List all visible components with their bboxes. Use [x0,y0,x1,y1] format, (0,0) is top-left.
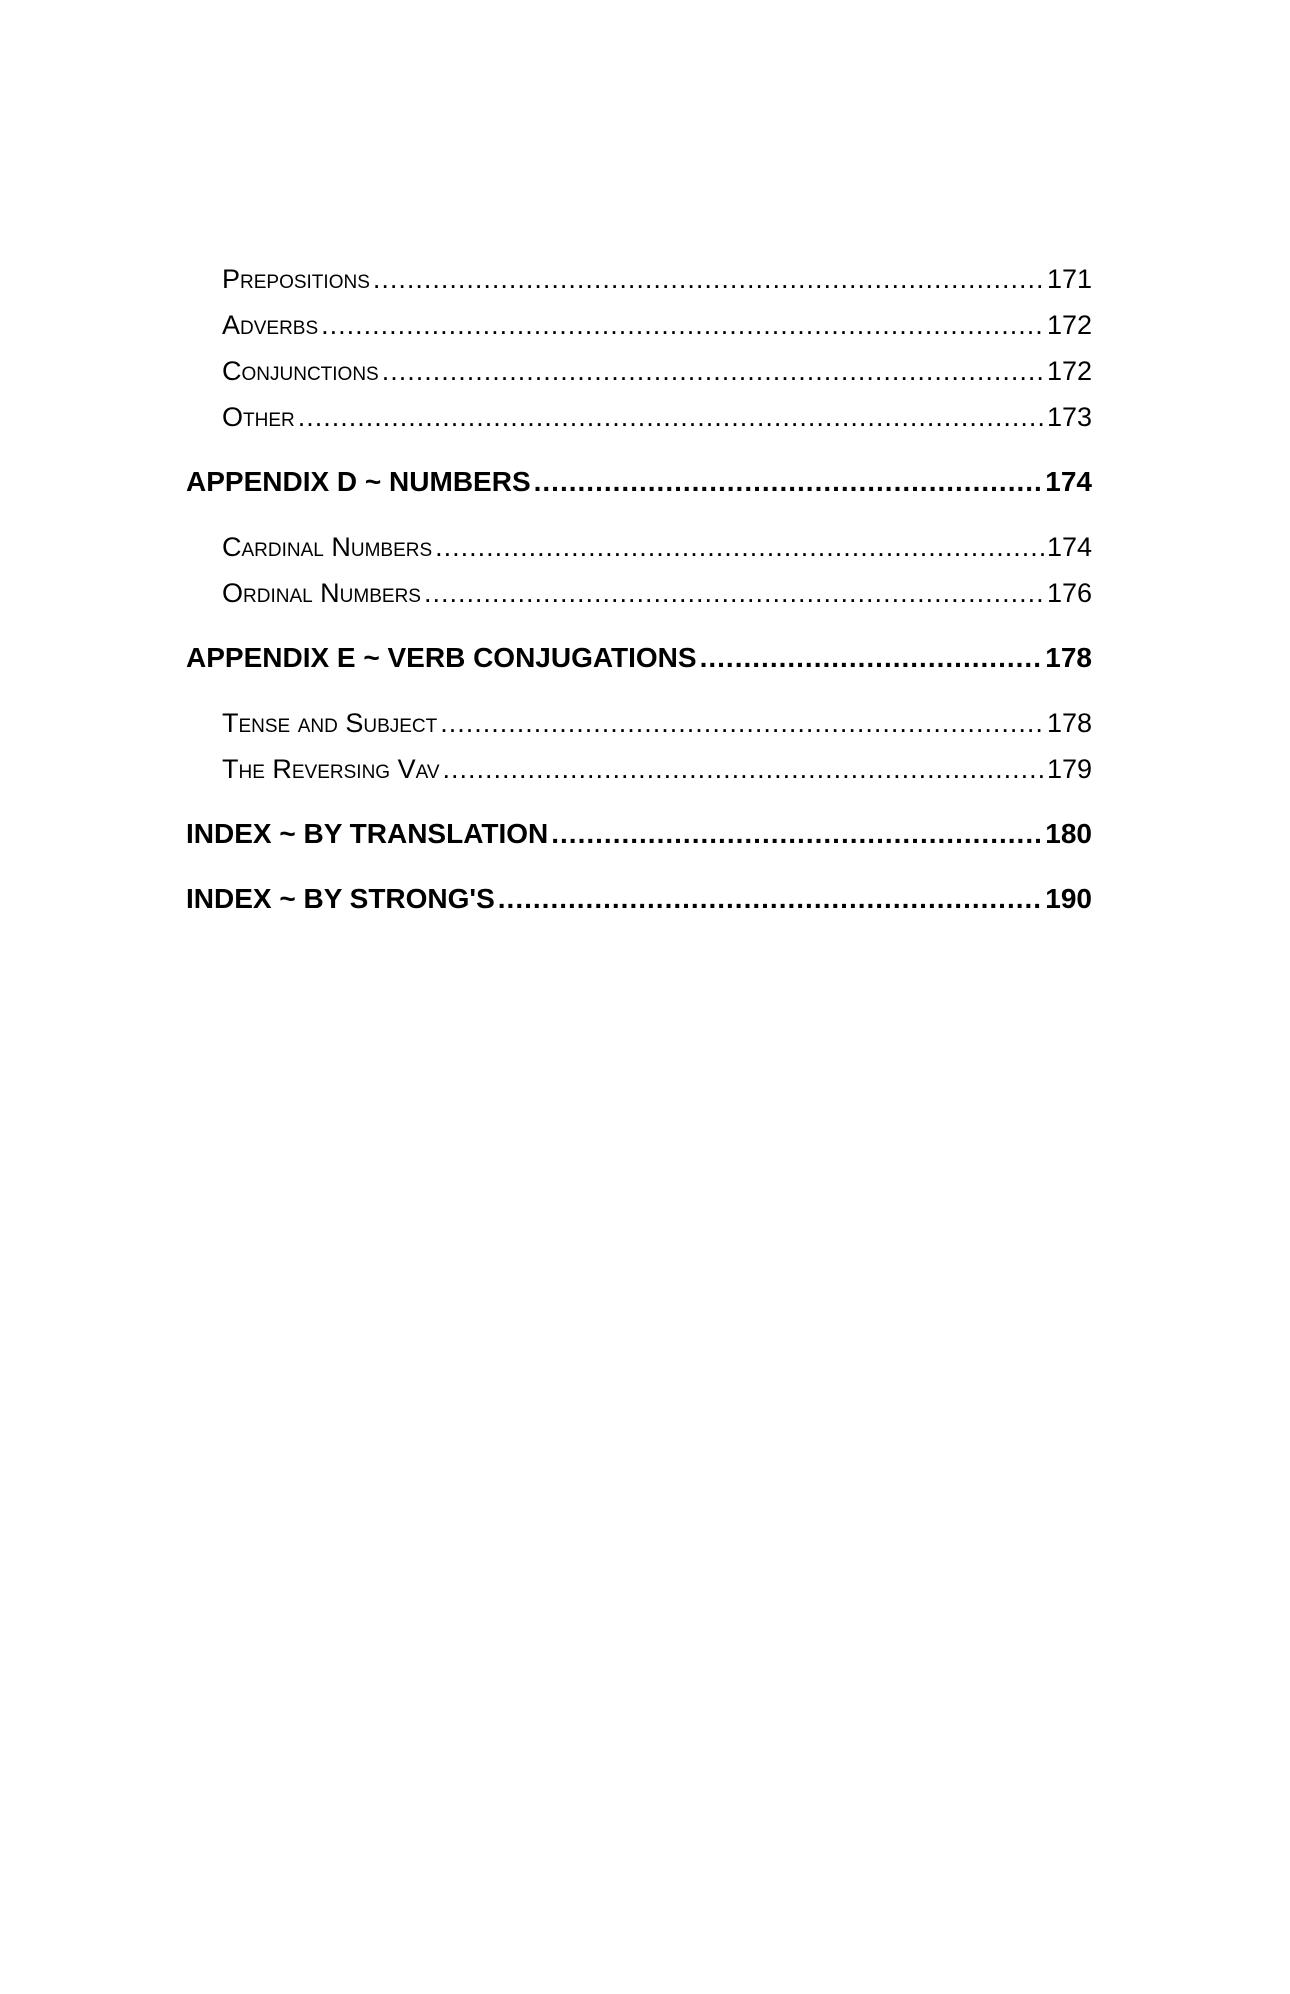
toc-entry-page: 174 [1046,532,1092,562]
toc-entry-label: Ordinal Numbers [222,578,421,608]
toc-entry-page: 172 [1046,356,1092,386]
toc-entry-appendix-d[interactable] [186,459,1092,505]
dot-leader [435,524,1044,570]
dot-leader [534,459,1043,505]
toc-entry-page: 173 [1046,402,1092,432]
dot-leader [373,256,1044,302]
toc-entry-page: 176 [1046,578,1092,608]
toc-entry-appendix-e[interactable] [186,635,1092,681]
toc-entry-page: 178 [1046,708,1092,738]
toc-entry-label: Tense and Subject [222,708,438,738]
toc-entry-label: Adverbs [222,310,319,340]
dot-leader [551,811,1042,857]
toc-entry-label: APPENDIX D ~ NUMBERS [186,466,531,497]
toc-entry-ordinal-numbers[interactable] [186,570,1092,616]
toc-entry-page: 172 [1046,310,1092,340]
dot-leader [424,570,1044,616]
toc-entry-page: 179 [1046,754,1092,784]
toc-entry-label: Cardinal Numbers [222,532,433,562]
dot-leader [298,394,1044,440]
toc-entry-reversing-vav[interactable] [186,746,1092,792]
toc-entry-index-by-strongs[interactable] [186,876,1092,922]
toc-entry-cardinal-numbers[interactable] [186,524,1092,570]
toc-entry-label: APPENDIX E ~ VERB CONJUGATIONS [186,642,697,673]
toc-entry-label: Prepositions [222,264,370,294]
dot-leader [382,348,1044,394]
toc-entry-label: The Reversing Vav [222,754,440,784]
toc-entry-conjunctions[interactable] [186,348,1092,394]
toc-entry-adverbs[interactable] [186,302,1092,348]
toc-entry-page: 180 [1045,818,1092,849]
toc-entry-label: INDEX ~ BY STRONG'S [186,883,495,914]
toc-entry-label: INDEX ~ BY TRANSLATION [186,818,549,849]
toc-entry-other[interactable] [186,394,1092,440]
toc-entry-page: 190 [1045,883,1092,914]
toc-entry-index-by-translation[interactable] [186,811,1092,857]
dot-leader [700,635,1043,681]
toc-entry-page: 178 [1045,642,1092,673]
toc-entry-page: 171 [1046,264,1092,294]
dot-leader [321,302,1044,348]
toc-entry-label: Conjunctions [222,356,379,386]
toc-entry-label: Other [222,402,295,432]
dot-leader [443,746,1044,792]
toc-entry-prepositions[interactable] [186,256,1092,302]
toc-entry-tense-and-subject[interactable] [186,700,1092,746]
dot-leader [498,876,1043,922]
toc-entry-page: 174 [1045,466,1092,497]
table-of-contents [186,256,1092,941]
dot-leader [440,700,1044,746]
